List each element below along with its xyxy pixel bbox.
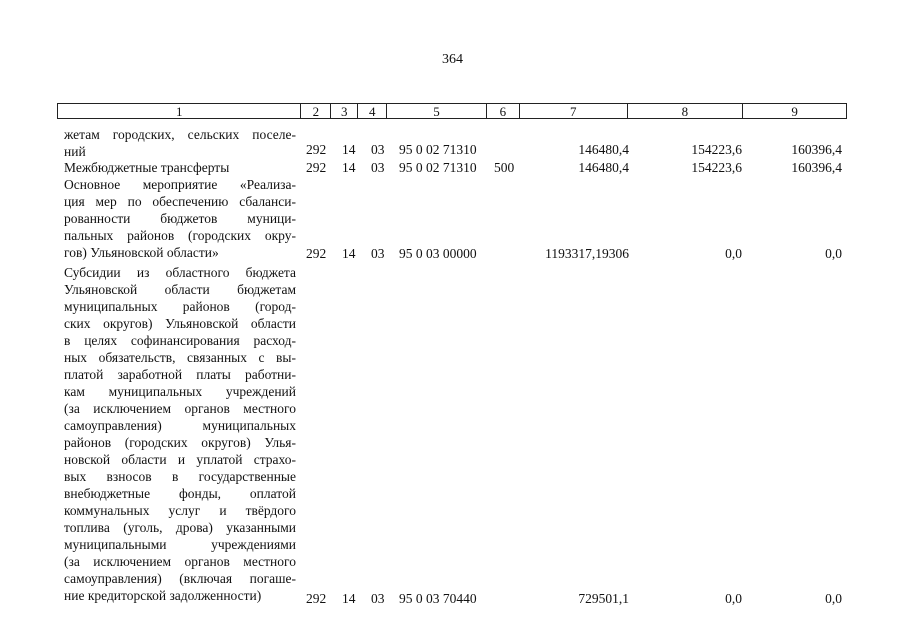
row-description-line: ских округов) Ульяновской области (64, 316, 296, 331)
row-description-line: в целях софинансирования расход- (64, 333, 296, 348)
cell-c4: 03 (371, 142, 385, 157)
cell-c3: 14 (342, 142, 356, 157)
row-description-line: Ульяновской области бюджетам (64, 282, 296, 297)
table-row (0, 245, 905, 262)
cell-c7: 146480,4 (578, 142, 629, 157)
table-header-row (57, 103, 847, 119)
row-description-line: ных обязательств, связанных с вы- (64, 350, 296, 365)
row-description-line: новской области и уплатой страхо- (64, 452, 296, 467)
row-description-line: гов) Ульяновской области» (64, 245, 219, 260)
row-description-line: платой заработной платы работни- (64, 367, 296, 382)
cell-c8: 154223,6 (691, 160, 742, 175)
cell-c5: 95 0 02 71310 (399, 142, 477, 157)
row-description-line: муниципальными учреждениями (64, 537, 296, 552)
row-description-line: коммунальных услуг и твёрдого (64, 503, 296, 518)
row-description-line: районов (городских округов) Улья- (64, 435, 296, 450)
cell-c4: 03 (371, 246, 385, 261)
cell-c8: 154223,6 (691, 142, 742, 157)
cell-c3: 14 (342, 246, 356, 261)
row-description-line: муниципальных районов (город- (64, 299, 296, 314)
cell-c2: 292 (306, 591, 327, 606)
row-description-line: самоуправления) (включая погаше- (64, 571, 296, 586)
cell-c4: 03 (371, 591, 385, 606)
cell-c5: 95 0 02 71310 (399, 160, 477, 175)
header-col-7: 7 (520, 104, 628, 118)
table-row (0, 590, 905, 607)
header-col-9: 9 (791, 104, 798, 119)
cell-c9: 0,0 (825, 591, 842, 606)
row-description-line: рованности бюджетов муници- (64, 211, 296, 226)
cell-c9: 160396,4 (791, 142, 842, 157)
row-description-line: (за исключением органов местного (64, 554, 296, 569)
row-description-line: Основное мероприятие «Реализа- (64, 177, 296, 192)
header-col-6: 6 (487, 104, 520, 118)
row-description-line: жетам городских, сельских поселе- (64, 127, 296, 142)
row-description-line: ний (64, 144, 86, 159)
cell-c3: 14 (342, 591, 356, 606)
row-description-line: Межбюджетные трансферты (64, 160, 230, 175)
header-col-3: 3 (331, 104, 358, 118)
row-description-line: внебюджетные фонды, оплатой (64, 486, 296, 501)
cell-c6: 500 (494, 160, 515, 175)
cell-c3: 14 (342, 160, 356, 175)
cell-c9: 160396,4 (791, 160, 842, 175)
cell-c2: 292 (306, 246, 327, 261)
header-col-4: 4 (358, 104, 387, 118)
header-col-1: 1 (58, 104, 301, 118)
page-number: 364 (442, 52, 463, 67)
cell-c7: 1193317,19306 (545, 246, 629, 261)
row-description-line: кам муниципальных учреждений (64, 384, 296, 399)
cell-c9: 0,0 (825, 246, 842, 261)
row-description-line: Субсидии из областного бюджета (64, 265, 296, 280)
table-row (0, 141, 905, 158)
header-col-2: 2 (301, 104, 331, 118)
cell-c2: 292 (306, 160, 327, 175)
table-row (0, 159, 905, 176)
row-description-line: ние кредиторской задолженности) (64, 588, 262, 603)
cell-c7: 729501,1 (578, 591, 629, 606)
row-description-line: пальных районов (городских окру- (64, 228, 296, 243)
cell-c8: 0,0 (725, 591, 742, 606)
cell-c7: 146480,4 (578, 160, 629, 175)
cell-c2: 292 (306, 142, 327, 157)
row-description-line: самоуправления) муниципальных (64, 418, 296, 433)
header-col-8: 8 (628, 104, 744, 118)
row-description-line: (за исключением органов местного (64, 401, 296, 416)
cell-c8: 0,0 (725, 246, 742, 261)
cell-c4: 03 (371, 160, 385, 175)
row-description-line: топлива (уголь, дрова) указанными (64, 520, 296, 535)
header-col-5: 5 (387, 104, 487, 118)
row-description-line: ция мер по обеспечению сбаланси- (64, 194, 296, 209)
cell-c5: 95 0 03 00000 (399, 246, 477, 261)
row-description-line: вых взносов в государственные (64, 469, 296, 484)
cell-c5: 95 0 03 70440 (399, 591, 477, 606)
